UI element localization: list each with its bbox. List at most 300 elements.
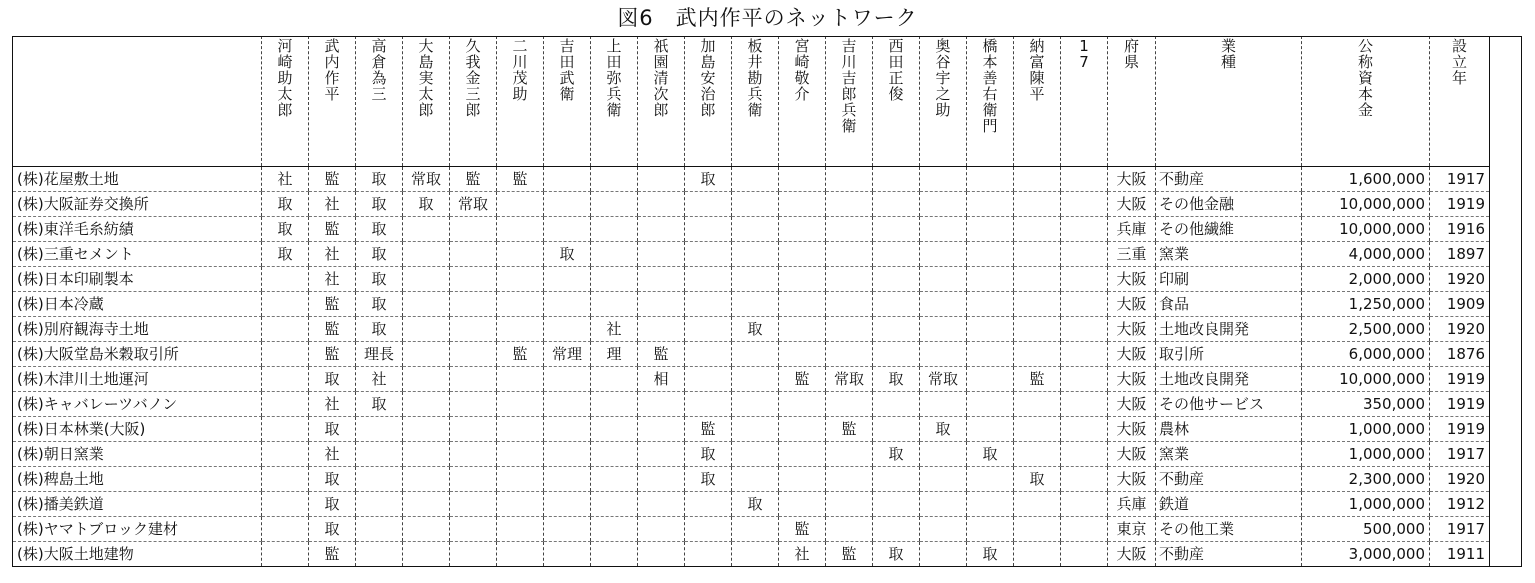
role-cell [544,367,591,392]
role-cell [967,317,1014,342]
industry-cell: 不動産 [1156,542,1302,567]
role-cell [779,492,826,517]
role-cell: 取 [262,242,309,267]
role-cell [591,267,638,292]
role-cell [1014,442,1061,467]
table-row [13,217,1490,242]
role-cell: 取 [685,442,732,467]
company-name: (株)三重セメント [13,242,262,267]
role-cell [638,442,685,467]
person-header: 1 7 [1061,36,1108,167]
role-cell [262,417,309,442]
role-cell [826,292,873,317]
role-cell: 監 [1014,367,1061,392]
role-cell [591,467,638,492]
role-cell [403,517,450,542]
role-cell: 社 [309,192,356,217]
role-cell [920,542,967,567]
role-cell [497,442,544,467]
role-cell: 取 [262,192,309,217]
role-cell [920,492,967,517]
industry-cell: その他繊維 [1156,217,1302,242]
role-cell: 常取 [920,367,967,392]
role-cell [732,517,779,542]
table-row [13,492,1490,517]
role-cell [685,217,732,242]
pref-cell: 大阪 [1108,367,1156,392]
role-cell [920,242,967,267]
role-cell [732,192,779,217]
pref-cell: 東京 [1108,517,1156,542]
role-cell [1061,367,1108,392]
role-cell [544,267,591,292]
role-cell [591,292,638,317]
year-cell: 1919 [1430,192,1490,217]
capital-cell: 4,000,000 [1302,242,1430,267]
role-cell: 監 [685,417,732,442]
role-cell [497,317,544,342]
year-cell: 1920 [1430,317,1490,342]
role-cell [732,367,779,392]
role-cell [591,167,638,192]
role-cell [403,417,450,442]
year-cell: 1916 [1430,217,1490,242]
table-row [13,542,1490,567]
person-header: 納 富 陳 平 [1014,36,1061,167]
role-cell [873,292,920,317]
pref-cell: 大阪 [1108,342,1156,367]
role-cell [262,342,309,367]
role-cell: 取 [732,317,779,342]
role-cell: 監 [309,167,356,192]
role-cell [403,342,450,367]
role-cell [685,342,732,367]
role-cell: 社 [591,317,638,342]
role-cell [497,267,544,292]
role-cell [544,167,591,192]
role-cell [356,417,403,442]
person-header: 大 島 実 太 郎 [403,36,450,167]
role-cell [967,417,1014,442]
role-cell [920,267,967,292]
person-header: 宮 崎 敬 介 [779,36,826,167]
role-cell [779,417,826,442]
capital-cell: 10,000,000 [1302,192,1430,217]
role-cell [403,467,450,492]
role-cell [450,242,497,267]
role-cell [1061,242,1108,267]
role-cell [967,342,1014,367]
role-cell [450,317,497,342]
role-cell [967,292,1014,317]
capital-cell: 3,000,000 [1302,542,1430,567]
role-cell [638,467,685,492]
role-cell [450,492,497,517]
role-cell [873,492,920,517]
company-name: (株)木津川土地運河 [13,367,262,392]
role-cell: 取 [920,417,967,442]
role-cell [920,342,967,367]
role-cell [638,517,685,542]
table-row [13,417,1490,442]
role-cell: 取 [356,217,403,242]
role-cell: 監 [638,342,685,367]
role-cell [873,517,920,542]
role-cell: 監 [309,542,356,567]
role-cell [779,342,826,367]
industry-cell: 窯業 [1156,242,1302,267]
role-cell: 取 [356,192,403,217]
role-cell: 取 [309,517,356,542]
role-cell [826,442,873,467]
role-cell [544,517,591,542]
capital-cell: 1,000,000 [1302,492,1430,517]
company-name: (株)稗島土地 [13,467,262,492]
role-cell: 常取 [403,167,450,192]
company-name: (株)日本印刷製本 [13,267,262,292]
company-name: (株)別府観海寺土地 [13,317,262,342]
role-cell [920,317,967,342]
role-cell [967,217,1014,242]
industry-cell: その他工業 [1156,517,1302,542]
pref-cell: 大阪 [1108,192,1156,217]
role-cell [638,217,685,242]
person-header: 板 井 勘 兵 衛 [732,36,779,167]
role-cell: 取 [544,242,591,267]
year-cell: 1897 [1430,242,1490,267]
role-cell [685,517,732,542]
role-cell [779,317,826,342]
role-cell: 取 [309,492,356,517]
role-cell [497,492,544,517]
role-cell: 取 [685,467,732,492]
role-cell [591,417,638,442]
role-cell [1014,392,1061,417]
role-cell [732,467,779,492]
role-cell [685,242,732,267]
role-cell [779,242,826,267]
person-header: 加 島 安 治 郎 [685,36,732,167]
role-cell [967,242,1014,267]
role-cell [732,392,779,417]
role-cell: 監 [309,317,356,342]
role-cell: 監 [309,292,356,317]
role-cell: 監 [309,217,356,242]
role-cell [779,267,826,292]
role-cell: 監 [497,167,544,192]
role-cell [1014,492,1061,517]
pref-cell: 兵庫 [1108,217,1156,242]
year-cell: 1919 [1430,417,1490,442]
role-cell [1061,217,1108,242]
role-cell: 監 [779,367,826,392]
role-cell [638,292,685,317]
role-cell [591,442,638,467]
role-cell [403,317,450,342]
role-cell [638,417,685,442]
role-cell [732,442,779,467]
role-cell [356,467,403,492]
role-cell [873,392,920,417]
industry-cell: その他サービス [1156,392,1302,417]
role-cell [1061,492,1108,517]
person-header: 吉 田 武 衛 [544,36,591,167]
role-cell: 理長 [356,342,403,367]
role-cell [1061,267,1108,292]
role-cell [685,542,732,567]
role-cell [920,517,967,542]
role-cell [967,492,1014,517]
capital-cell: 2,500,000 [1302,317,1430,342]
role-cell [591,192,638,217]
role-cell [544,392,591,417]
role-cell [638,267,685,292]
role-cell [450,342,497,367]
role-cell [732,167,779,192]
industry-cell: その他金融 [1156,192,1302,217]
company-name: (株)大阪堂島米穀取引所 [13,342,262,367]
table-row [13,167,1490,192]
role-cell [403,392,450,417]
role-cell [920,467,967,492]
pref-cell: 大阪 [1108,267,1156,292]
role-cell [262,492,309,517]
role-cell: 取 [873,367,920,392]
year-header: 設 立 年 [1430,36,1490,167]
role-cell [497,367,544,392]
table-row [13,242,1490,267]
role-cell [826,217,873,242]
role-cell [450,517,497,542]
role-cell [638,542,685,567]
pref-header: 府 県 [1108,36,1156,167]
role-cell [826,392,873,417]
company-name: (株)朝日窯業 [13,442,262,467]
role-cell [356,442,403,467]
role-cell: 社 [309,392,356,417]
role-cell: 取 [967,442,1014,467]
role-cell: 取 [356,292,403,317]
role-cell [638,492,685,517]
capital-cell: 10,000,000 [1302,217,1430,242]
role-cell [1061,442,1108,467]
company-name: (株)播美鉄道 [13,492,262,517]
role-cell [544,217,591,242]
role-cell [497,392,544,417]
role-cell [638,242,685,267]
role-cell [591,392,638,417]
role-cell [1014,542,1061,567]
role-cell: 取 [873,442,920,467]
network-table [12,36,1490,567]
person-header: 武 内 作 平 [309,36,356,167]
person-header: 久 我 金 三 郎 [450,36,497,167]
role-cell [450,367,497,392]
role-cell: 取 [309,417,356,442]
role-cell [356,492,403,517]
role-cell [967,467,1014,492]
pref-cell: 大阪 [1108,467,1156,492]
role-cell [826,267,873,292]
role-cell [497,417,544,442]
role-cell: 取 [356,242,403,267]
role-cell: 監 [497,342,544,367]
role-cell [544,317,591,342]
role-cell [732,217,779,242]
year-cell: 1917 [1430,517,1490,542]
role-cell [1061,192,1108,217]
role-cell [1014,167,1061,192]
role-cell [450,392,497,417]
industry-cell: 食品 [1156,292,1302,317]
role-cell [873,317,920,342]
role-cell: 社 [309,242,356,267]
role-cell [591,242,638,267]
role-cell [450,267,497,292]
role-cell [403,242,450,267]
year-cell: 1919 [1430,392,1490,417]
role-cell [262,542,309,567]
role-cell: 取 [1014,467,1061,492]
role-cell [1061,517,1108,542]
company-name: (株)ヤマトブロック建材 [13,517,262,542]
role-cell [262,392,309,417]
role-cell [826,242,873,267]
table-row [13,467,1490,492]
year-cell: 1920 [1430,267,1490,292]
industry-header: 業 種 [1156,36,1302,167]
role-cell: 取 [732,492,779,517]
capital-cell: 2,300,000 [1302,467,1430,492]
role-cell [403,542,450,567]
role-cell [967,267,1014,292]
role-cell [732,342,779,367]
role-cell [591,517,638,542]
role-cell: 社 [356,367,403,392]
role-cell [544,417,591,442]
company-name: (株)キャバレーツバノン [13,392,262,417]
role-cell [262,367,309,392]
role-cell [779,217,826,242]
person-header: 二 川 茂 助 [497,36,544,167]
table-row [13,317,1490,342]
table-body [13,167,1490,567]
role-cell: 常理 [544,342,591,367]
year-cell: 1919 [1430,367,1490,392]
company-name: (株)花屋敷土地 [13,167,262,192]
role-cell [873,342,920,367]
company-name: (株)日本冷蔵 [13,292,262,317]
role-cell [920,217,967,242]
role-cell [920,442,967,467]
role-cell: 監 [826,542,873,567]
table-row [13,517,1490,542]
role-cell [685,367,732,392]
role-cell [262,267,309,292]
year-cell: 1912 [1430,492,1490,517]
role-cell [779,467,826,492]
industry-cell: 印刷 [1156,267,1302,292]
role-cell [403,217,450,242]
year-cell: 1909 [1430,292,1490,317]
role-cell: 相 [638,367,685,392]
role-cell [638,192,685,217]
capital-header: 公 称 資 本 金 [1302,36,1430,167]
role-cell: 常取 [826,367,873,392]
role-cell [1061,467,1108,492]
capital-cell: 1,000,000 [1302,417,1430,442]
industry-cell: 不動産 [1156,167,1302,192]
pref-cell: 兵庫 [1108,492,1156,517]
role-cell [779,392,826,417]
role-cell [826,342,873,367]
role-cell [685,267,732,292]
role-cell [450,467,497,492]
table-row [13,342,1490,367]
role-cell [544,467,591,492]
year-cell: 1911 [1430,542,1490,567]
role-cell [873,217,920,242]
role-cell [497,542,544,567]
capital-cell: 500,000 [1302,517,1430,542]
person-header: 橋 本 善 右 衛 門 [967,36,1014,167]
pref-cell: 大阪 [1108,417,1156,442]
person-header: 上 田 弥 兵 衛 [591,36,638,167]
year-cell: 1920 [1430,467,1490,492]
role-cell [591,217,638,242]
company-name: (株)大阪土地建物 [13,542,262,567]
role-cell [873,267,920,292]
capital-cell: 350,000 [1302,392,1430,417]
role-cell [873,167,920,192]
role-cell [1014,292,1061,317]
person-header: 西 田 正 俊 [873,36,920,167]
role-cell [497,517,544,542]
figure-title: 図6 武内作平のネットワーク [617,6,918,30]
role-cell [544,442,591,467]
role-cell [967,392,1014,417]
role-cell [826,192,873,217]
person-header: 河 崎 助 太 郎 [262,36,309,167]
role-cell [544,192,591,217]
role-cell [638,317,685,342]
role-cell [920,192,967,217]
role-cell [638,167,685,192]
role-cell [450,417,497,442]
role-cell [732,542,779,567]
industry-cell: 土地改良開発 [1156,317,1302,342]
role-cell [1061,392,1108,417]
table-row [13,192,1490,217]
role-cell [920,167,967,192]
role-cell [685,317,732,342]
role-cell [1061,417,1108,442]
company-name: (株)東洋毛糸紡績 [13,217,262,242]
role-cell: 社 [309,442,356,467]
role-cell [638,392,685,417]
person-header: 祇 園 清 次 郎 [638,36,685,167]
role-cell [826,517,873,542]
role-cell [1061,292,1108,317]
role-cell [1014,517,1061,542]
role-cell [403,292,450,317]
capital-cell: 1,000,000 [1302,442,1430,467]
role-cell: 取 [309,367,356,392]
role-cell [1061,542,1108,567]
header-row [13,36,1490,167]
company-name: (株)日本林業(大阪) [13,417,262,442]
pref-cell: 三重 [1108,242,1156,267]
